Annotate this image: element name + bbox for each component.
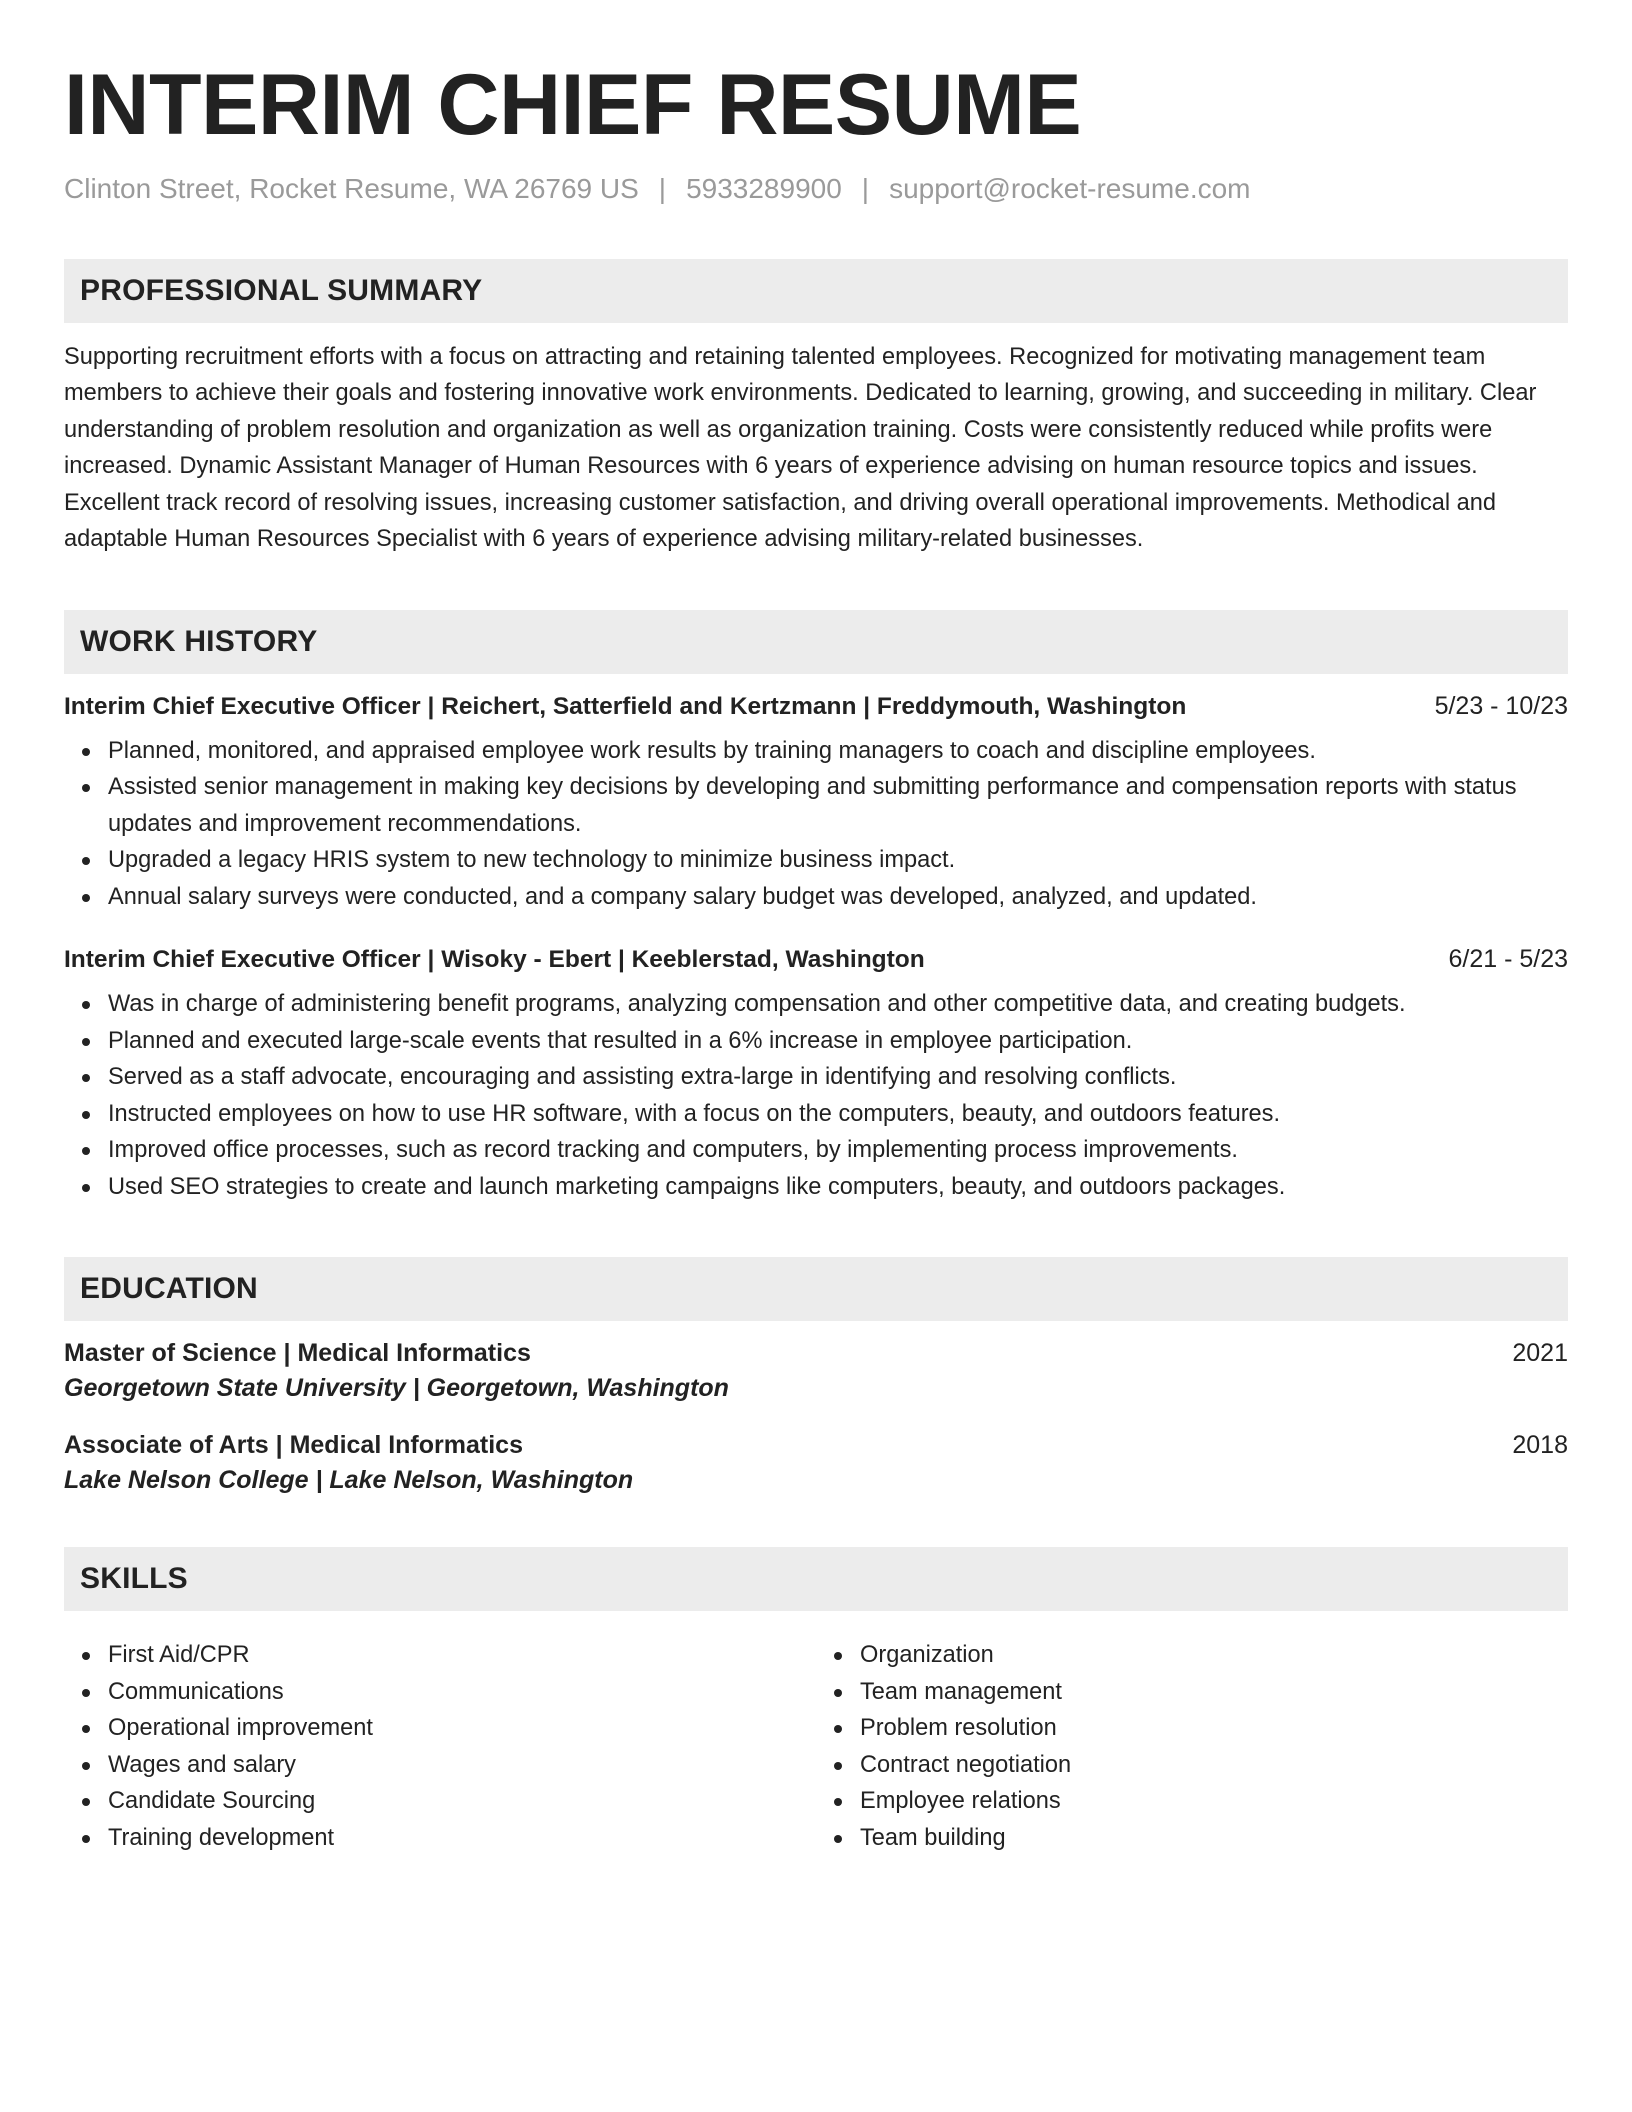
section-title: PROFESSIONAL SUMMARY [80, 273, 483, 307]
contact-line [64, 171, 1568, 207]
section-title: EDUCATION [80, 1272, 258, 1306]
job-bullet: Used SEO strategies to create and launch marketing campaigns like computers, beauty, and outdoors packages. [108, 1169, 1568, 1206]
skill-item: Employee relations [860, 1783, 1568, 1820]
resume-name: INTERIM CHIEF RESUME [64, 57, 1082, 153]
skill-item: Wages and salary [108, 1747, 816, 1784]
section-title: SKILLS [80, 1562, 188, 1596]
job-entry [64, 692, 1568, 916]
job-bullets [64, 733, 1568, 916]
education-header [64, 1339, 1568, 1368]
education-degree: Master of Science | Medical Informatics [64, 1339, 531, 1368]
section-header-work [64, 610, 1568, 674]
skill-item: Candidate Sourcing [108, 1783, 816, 1820]
contact-email: support@rocket-resume.com [889, 172, 1251, 204]
section-title: WORK HISTORY [80, 624, 318, 658]
education-entry [64, 1431, 1568, 1495]
skill-item: Team management [860, 1674, 1568, 1711]
skill-item: Operational improvement [108, 1710, 816, 1747]
skill-item: Problem resolution [860, 1710, 1568, 1747]
education-school: Georgetown State University | Georgetown, Washington [64, 1374, 729, 1403]
job-heading: Interim Chief Executive Officer | Wisoky - Ebert | Keeblerstad, Washington [64, 946, 925, 974]
job-entry [64, 945, 1568, 1205]
job-bullet: Instructed employees on how to use HR software, with a focus on the computers, beauty, and outdoors features. [108, 1096, 1568, 1133]
section-header-summary [64, 259, 1568, 323]
skills-list-right [816, 1637, 1568, 1856]
skill-item: Organization [860, 1637, 1568, 1674]
education-school: Lake Nelson College | Lake Nelson, Washington [64, 1466, 634, 1495]
job-heading: Interim Chief Executive Officer | Reichert, Satterfield and Kertzmann | Freddymouth, Washington [64, 692, 1187, 720]
contact-phone: 5933289900 [686, 172, 842, 204]
job-dates: 5/23 - 10/23 [1434, 691, 1568, 720]
contact-separator: | [658, 172, 667, 204]
education-degree: Associate of Arts | Medical Informatics [64, 1431, 523, 1460]
job-bullets [64, 986, 1568, 1205]
section-header-education [64, 1257, 1568, 1321]
job-header [64, 692, 1568, 721]
education-year: 2021 [1512, 1339, 1568, 1368]
job-bullet: Upgraded a legacy HRIS system to new technology to minimize business impact. [108, 842, 1568, 879]
job-dates: 6/21 - 5/23 [1448, 945, 1568, 974]
education-entry [64, 1339, 1568, 1403]
education-year: 2018 [1512, 1431, 1568, 1460]
job-bullet: Served as a staff advocate, encouraging and assisting extra-large in identifying and resolving conflicts. [108, 1059, 1568, 1096]
contact-address: Clinton Street, Rocket Resume, WA 26769 US [64, 172, 639, 204]
job-header [64, 945, 1568, 974]
job-bullet: Was in charge of administering benefit programs, analyzing compensation and other competitive data, and creating budgets. [108, 986, 1568, 1023]
skill-item: Communications [108, 1674, 816, 1711]
skills-list-left [64, 1637, 816, 1856]
section-header-skills [64, 1547, 1568, 1611]
job-bullet: Annual salary surveys were conducted, and a company salary budget was developed, analyzed, and updated. [108, 879, 1568, 916]
skills-columns [64, 1625, 1568, 1856]
job-bullet: Planned, monitored, and appraised employee work results by training managers to coach and discipline employees. [108, 733, 1568, 770]
skill-item: First Aid/CPR [108, 1637, 816, 1674]
job-bullet: Improved office processes, such as record tracking and computers, by implementing process improvements. [108, 1132, 1568, 1169]
skill-item: Contract negotiation [860, 1747, 1568, 1784]
job-bullet: Planned and executed large-scale events that resulted in a 6% increase in employee participation. [108, 1023, 1568, 1060]
skill-item: Team building [860, 1820, 1568, 1857]
education-header [64, 1431, 1568, 1460]
job-bullet: Assisted senior management in making key decisions by developing and submitting performance and compensation reports with status updates and improvement recommendations. [108, 769, 1568, 842]
contact-separator: | [861, 172, 870, 204]
summary-text: Supporting recruitment efforts with a focus on attracting and retaining talented employees. Recognized for motivating management team members to achieve their goals and fostering innovative work environments. Dedicated to learning, growing, and succeeding in military. Clear understanding of problem resolution and organization as well as organization training. Costs were consistently reduced while profits were increased. Dynamic Assistant Manager of Human Resources with 6 years of experience advising on human resource topics and issues. Excellent track record of resolving issues, increasing customer satisfaction, and driving overall operational improvements. Methodical and adaptable Human Resources Specialist with 6 years of experience advising military-related businesses. [64, 343, 1537, 553]
skill-item: Training development [108, 1820, 816, 1857]
